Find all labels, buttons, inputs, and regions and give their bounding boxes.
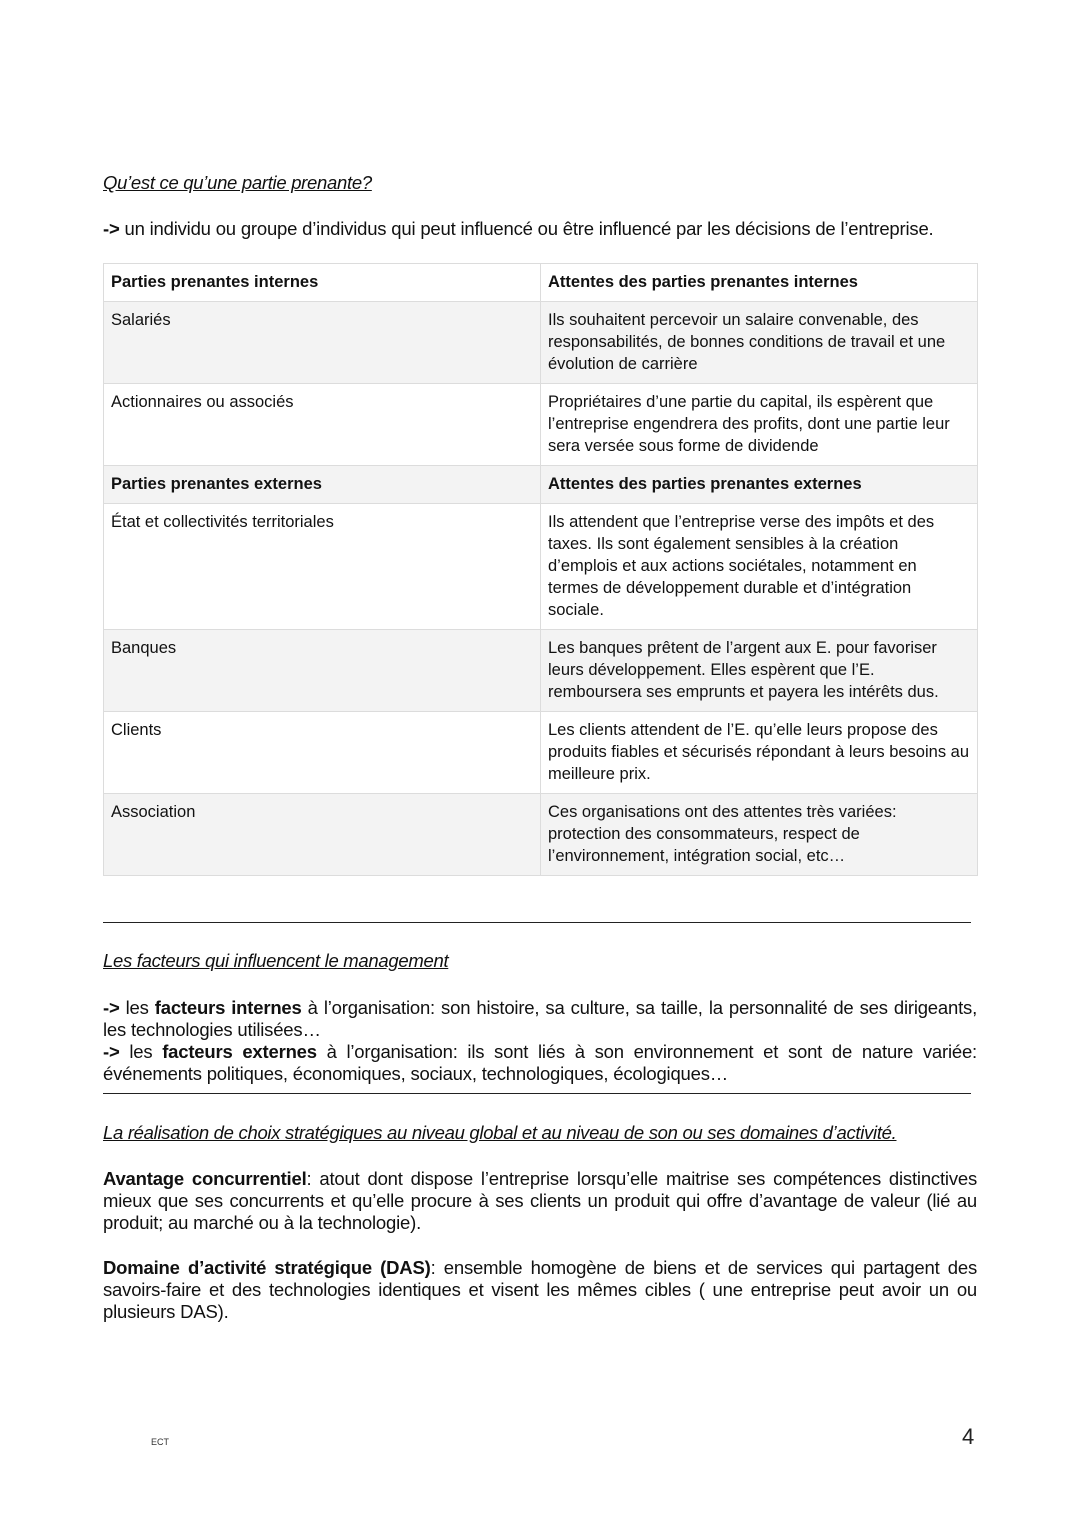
cell-stakeholder: Banques (104, 630, 541, 712)
arrow-marker: -> (103, 218, 120, 239)
cell-expectations: Ils souhaitent percevoir un salaire convenable, des responsabilités, de bonnes conditions de travail et une évolution de carrière (541, 302, 978, 384)
header-cell-stakeholder: Parties prenantes externes (104, 466, 541, 504)
cell-stakeholder: Salariés (104, 302, 541, 384)
definition-avantage-concurrentiel: Avantage concurrentiel: atout dont dispose l’entreprise lorsqu’elle maitrise ses compétences distinctives mieux que ses concurrents et qu’elle procure à ses clients un produit qui offre d’avantage de valeur (lié au produit; au marché ou à la technologie). (103, 1168, 978, 1233)
cell-expectations: Les clients attendent de l’E. qu’elle leurs propose des produits fiables et sécurisés répondant à leurs besoins au meilleure prix. (541, 712, 978, 794)
cell-expectations: Ces organisations ont des attentes très variées: protection des consommateurs, respect de l’environnement, intégration social, etc… (541, 794, 978, 876)
table-row (104, 302, 978, 384)
table-row (104, 712, 978, 794)
cell-stakeholder: État et collectivités territoriales (104, 504, 541, 630)
cell-stakeholder: Association (104, 794, 541, 876)
footer-label: ECT (151, 1437, 169, 1447)
cell-stakeholder: Actionnaires ou associés (104, 384, 541, 466)
facteurs-externes-item: -> les facteurs externes à l’organisation: ils sont liés à son environnement et sont de nature variée: événements politiques, économiques, sociaux, technologiques, écologiques… (103, 1041, 977, 1084)
header-cell-expectations: Attentes des parties prenantes externes (541, 466, 978, 504)
cell-expectations: Propriétaires d’une partie du capital, ils espèrent que l’entreprise engendrera des profits, dont une partie leur sera versée sous forme de dividende (541, 384, 978, 466)
facteurs-list (103, 997, 977, 1085)
stakeholders-table (103, 263, 978, 876)
table-header-row (104, 264, 978, 302)
divider-rule (103, 1093, 971, 1094)
document-page (103, 172, 977, 1323)
definition-partie-prenante: -> un individu ou groupe d’individus qui peut influencé ou être influencé par les décisions de l’entreprise. (103, 218, 934, 239)
facteurs-internes-item: -> les facteurs internes à l’organisation: son histoire, sa culture, sa taille, la personnalité de ses dirigeants, les technologies utilisées… (103, 997, 978, 1040)
cell-stakeholder: Clients (104, 712, 541, 794)
table-row (104, 384, 978, 466)
cell-expectations: Les banques prêtent de l’argent aux E. pour favoriser leurs développement. Elles espèrent que l’E. remboursera ses emprunts et payera les intérêts dus. (541, 630, 978, 712)
header-cell-stakeholder: Parties prenantes internes (104, 264, 541, 302)
page-number: 4 (962, 1424, 975, 1449)
section-heading-facteurs: Les facteurs qui influencent le management (103, 950, 449, 971)
divider-rule (103, 922, 971, 923)
section-heading-choix-strategiques: La réalisation de choix stratégiques au niveau global et au niveau de son ou ses domaines d’activité. (103, 1122, 897, 1143)
table-row (104, 794, 978, 876)
definition-das: Domaine d’activité stratégique (DAS): ensemble homogène de biens et de services qui partagent des savoirs-faire et des technologies identiques et visent les mêmes cibles ( une entreprise peut avoir un ou plusieurs DAS). (103, 1257, 977, 1322)
header-cell-expectations: Attentes des parties prenantes internes (541, 264, 978, 302)
table-row (104, 504, 978, 630)
table-header-row (104, 466, 978, 504)
table-row (104, 630, 978, 712)
section-heading-partie-prenante: Qu’est ce qu’une partie prenante? (103, 172, 372, 193)
cell-expectations: Ils attendent que l’entreprise verse des impôts et des taxes. Ils sont également sensibles à la création d’emplois et aux actions sociétales, notamment en termes de développement durable et d’intégration sociale. (541, 504, 978, 630)
